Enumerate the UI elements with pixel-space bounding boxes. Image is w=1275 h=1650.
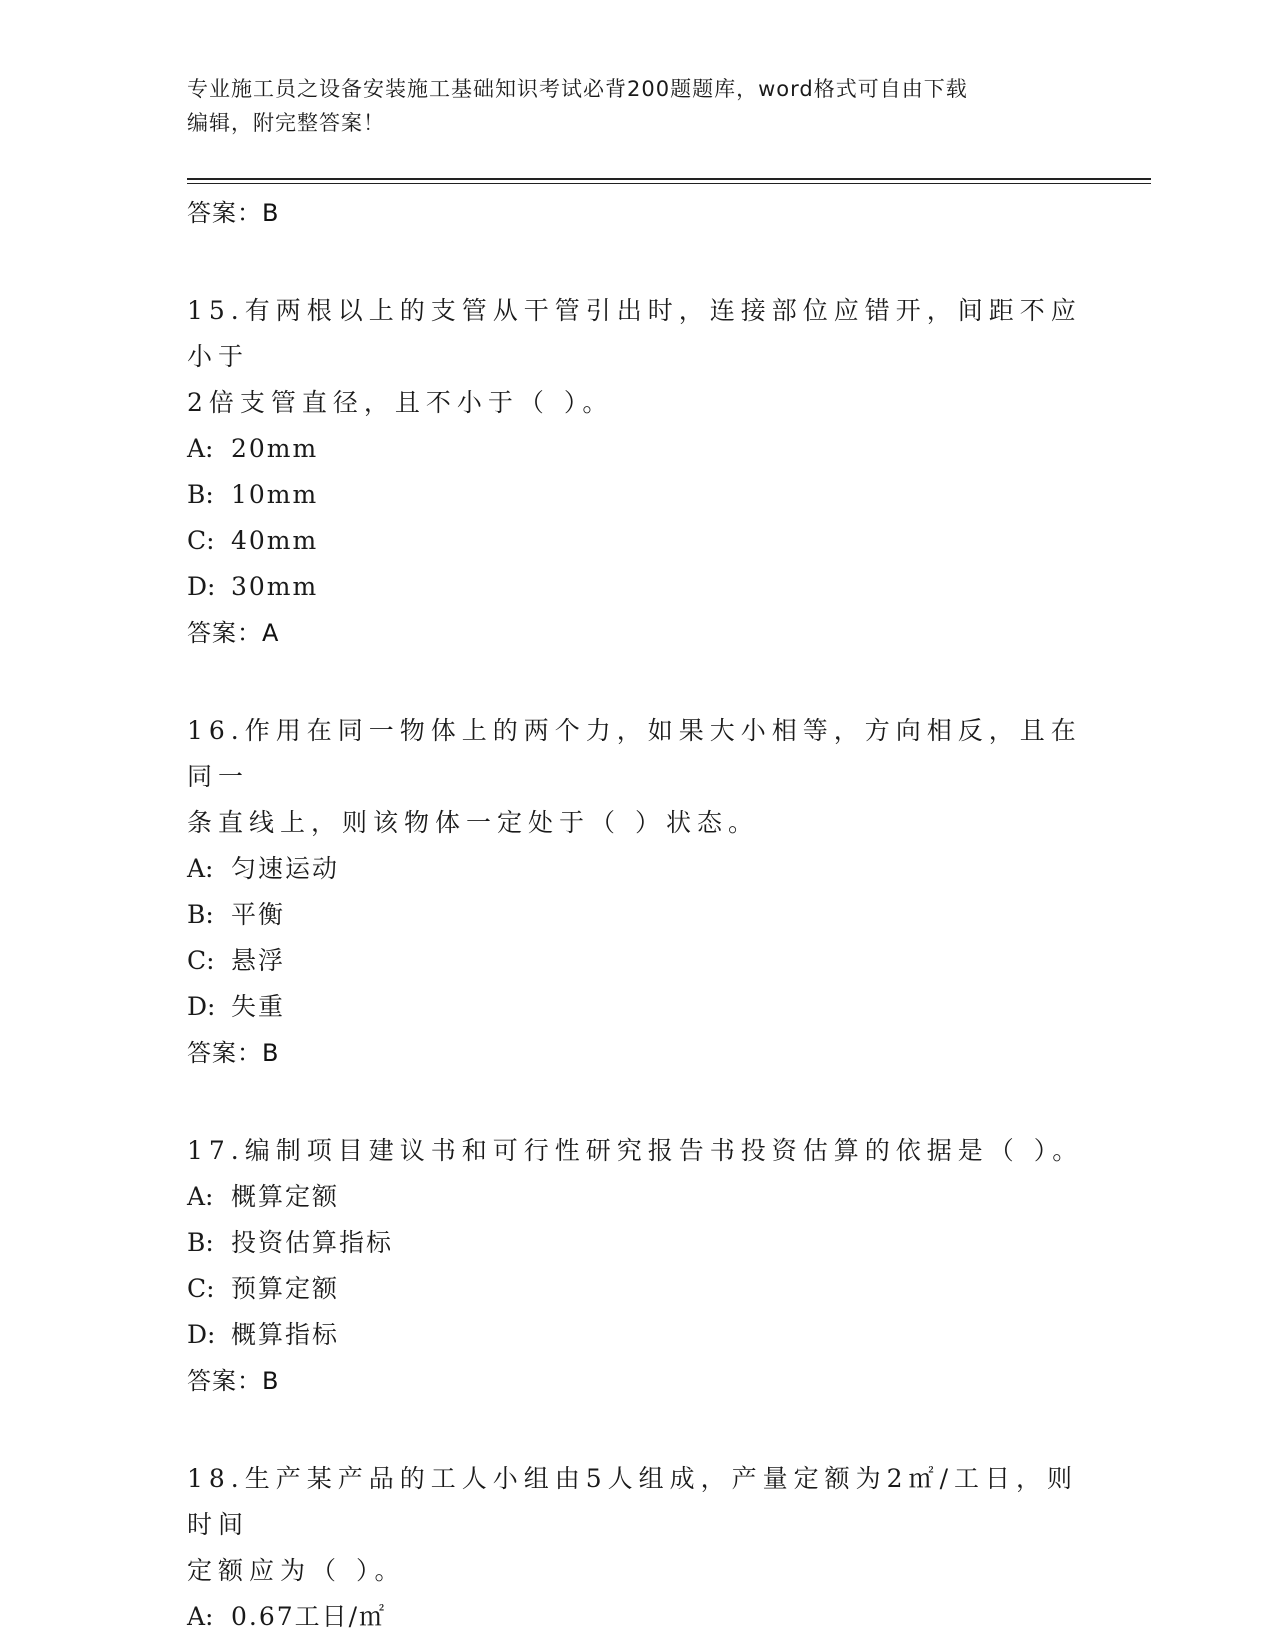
option-c — [187, 938, 1087, 984]
option-b — [187, 1220, 1087, 1266]
option-label: B: — [187, 900, 214, 929]
option-a — [187, 1174, 1087, 1220]
question-text-line: 15.有两根以上的支管从干管引出时，连接部位应错开，间距不应小于 — [187, 296, 1082, 371]
option-label: A: — [187, 1602, 214, 1631]
option-label: D: — [187, 572, 216, 601]
question-text-line: 18.生产某产品的工人小组由5人组成，产量定额为2㎡/工日，则时间 — [187, 1464, 1078, 1539]
header-line-2: 编辑，附完整答案！ — [187, 111, 385, 135]
option-text: 20mm — [231, 434, 319, 463]
header-divider-thick — [187, 178, 1151, 180]
option-text: 40mm — [231, 526, 319, 555]
option-text: 悬浮 — [231, 946, 286, 975]
option-text: 预算定额 — [231, 1274, 340, 1303]
option-text: 概算指标 — [231, 1320, 340, 1349]
header-line-1: 专业施工员之设备安装施工基础知识考试必背200题题库，word格式可自由下载 — [187, 77, 968, 101]
question-text-line: 17.编制项目建议书和可行性研究报告书投资估算的依据是（ ）。 — [187, 1136, 1084, 1165]
option-d — [187, 564, 1087, 610]
option-b — [187, 892, 1087, 938]
question-text-line: 16.作用在同一物体上的两个力，如果大小相等，方向相反，且在同一 — [187, 716, 1082, 791]
header-divider-thin — [187, 183, 1151, 184]
option-c — [187, 1266, 1087, 1312]
question-list — [187, 190, 1087, 1640]
answer-line: 答案：B — [187, 1039, 280, 1067]
question-block — [187, 288, 1087, 656]
option-text: 失重 — [231, 992, 286, 1021]
option-label: B: — [187, 1228, 214, 1257]
option-label: C: — [187, 946, 215, 975]
option-text: 0.67工日/㎡ — [231, 1602, 387, 1631]
option-a — [187, 426, 1087, 472]
option-text: 匀速运动 — [231, 854, 340, 883]
option-label: A: — [187, 854, 214, 883]
answer-line: 答案：B — [187, 1367, 280, 1395]
question-block — [187, 708, 1087, 1076]
question-text-line: 2倍支管直径，且不小于（ ）。 — [187, 388, 614, 417]
option-text: 30mm — [231, 572, 319, 601]
option-label: A: — [187, 1182, 214, 1211]
option-label: D: — [187, 992, 216, 1021]
option-text: 投资估算指标 — [231, 1228, 394, 1257]
option-label: A: — [187, 434, 214, 463]
option-d — [187, 984, 1087, 1030]
answer-line: 答案：A — [187, 619, 280, 647]
option-c — [187, 518, 1087, 564]
option-d — [187, 1312, 1087, 1358]
option-label: C: — [187, 1274, 215, 1303]
option-text: 平衡 — [231, 900, 286, 929]
option-a — [187, 846, 1087, 892]
answer-line: 答案：B — [187, 199, 280, 227]
question-block — [187, 1456, 1087, 1640]
option-a — [187, 1594, 1087, 1640]
option-text: 10mm — [231, 480, 319, 509]
question-text-line: 条直线上，则该物体一定处于（ ）状态。 — [187, 808, 759, 837]
question-block — [187, 1128, 1087, 1404]
option-label: D: — [187, 1320, 216, 1349]
option-text: 概算定额 — [231, 1182, 340, 1211]
option-label: C: — [187, 526, 215, 555]
document-header — [187, 72, 1067, 140]
question-text-line: 定额应为（ ）。 — [187, 1556, 406, 1585]
option-b — [187, 472, 1087, 518]
option-label: B: — [187, 480, 214, 509]
